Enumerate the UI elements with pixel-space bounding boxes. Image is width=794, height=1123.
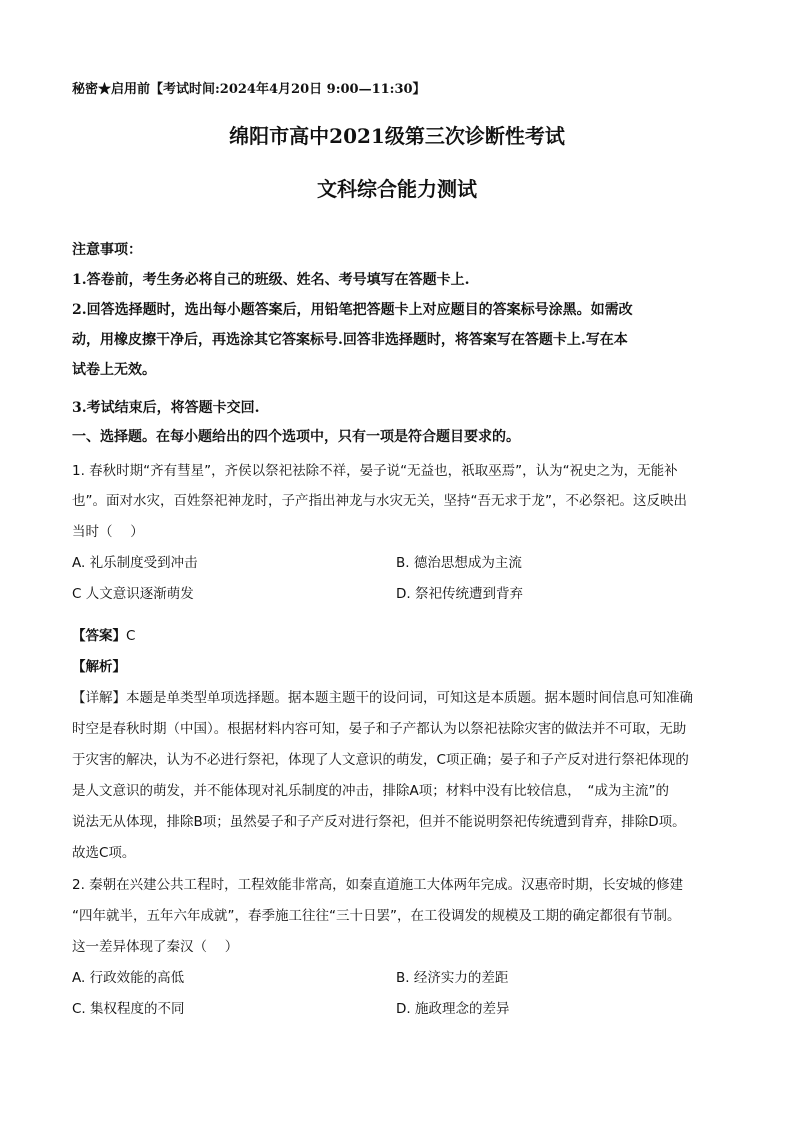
notice-item-2: 2.回答选择题时，选出每小题答案后，用铅笔把答题卡上对应题目的答案标号涂黑。如需改 (72, 302, 633, 318)
q2-stem-line-1: 2. 秦朝在兴建公共工程时，工程效能非常高，如秦直道施工大体两年完成。汉惠帝时期，长安城的修建 (72, 877, 684, 893)
q1-option-a: A. 礼乐制度受到冲击 (72, 555, 198, 571)
q2-stem-line-3: 这一差异体现了秦汉（ ） (72, 939, 239, 955)
q1-detail-line-2: 时空是春秋时期（中国）。根据材料内容可知，晏子和子产都认为以祭祀祛除灾害的做法并不可取，无助 (72, 721, 687, 737)
exam-title: 绵阳市高中2021级第三次诊断性考试 (229, 124, 565, 148)
exam-subtitle: 文科综合能力测试 (317, 177, 477, 201)
q2-option-b: B. 经济实力的差距 (396, 970, 509, 986)
q2-stem-line-2: “四年就半，五年六年成就”，春季施工往往“三十日罢”，在工役调发的规模及工期的确定都很有节制。 (72, 908, 681, 924)
notice-item-2-end: 试卷上无效。 (72, 362, 156, 378)
q1-stem-line-2: 也”。面对水灾，百姓祭祀神龙时，子产指出神龙与水灾无关，坚持“吾无求于龙”，不必祭祀。这反映出 (72, 493, 687, 509)
q1-detail-line-6: 故选C项。 (72, 845, 136, 861)
q2-option-d: D. 施政理念的差异 (396, 1001, 510, 1017)
q1-detail-line-4: 是人文意识的萌发，并不能体现对礼乐制度的冲击，排除A项；材料中没有比较信息， “成为主流”的 (72, 783, 669, 799)
notice-item-2-cont: 动，用橡皮擦干净后，再选涂其它答案标号.回答非选择题时，将答案写在答题卡上.写在本 (72, 332, 628, 348)
analysis-label: 【解析】 (72, 659, 126, 675)
exam-header-line: 秘密★启用前【考试时间:2024年4月20日 9:00—11:30】 (72, 82, 426, 97)
q2-option-a: A. 行政效能的高低 (72, 970, 185, 986)
q1-detail-line-5: 说法无从体现，排除B项；虽然晏子和子产反对进行祭祀，但并不能说明祭祀传统遭到背弃，排除D项。 (72, 814, 686, 830)
notice-item-3: 3.考试结束后，将答题卡交回. (72, 400, 260, 416)
q1-stem-line-1: 1. 春秋时期“齐有彗星”，齐侯以祭祀祛除不祥，晏子说“无益也，祇取巫焉”，认为“祝史之为，无能补 (72, 463, 678, 479)
notice-item-1: 1.答卷前，考生务必将自己的班级、姓名、考号填写在答题卡上. (72, 272, 470, 288)
q2-option-c: C. 集权程度的不同 (72, 1001, 185, 1017)
q1-detail-line-3: 于灾害的解决，认为不必进行祭祀，体现了人文意识的萌发，C项正确；晏子和子产反对进行祭祀体现的 (72, 752, 689, 768)
notice-heading: 注意事项： (72, 242, 142, 258)
answer-label: 【答案】 (72, 628, 126, 644)
q1-option-c: C 人文意识逐渐萌发 (72, 586, 194, 602)
q1-option-d: D. 祭祀传统遭到背弃 (396, 586, 523, 602)
answer-value: C (126, 628, 136, 644)
q1-answer (72, 624, 135, 644)
q1-option-b: B. 德治思想成为主流 (396, 555, 522, 571)
section-heading: 一、选择题。在每小题给出的四个选项中，只有一项是符合题目要求的。 (72, 429, 520, 445)
q1-stem-line-3: 当时（ ） (72, 524, 144, 540)
q1-detail-line-1: 【详解】本题是单类型单项选择题。据本题主题干的设问词，可知这是本质题。据本题时间信息可知准确 (72, 690, 693, 706)
